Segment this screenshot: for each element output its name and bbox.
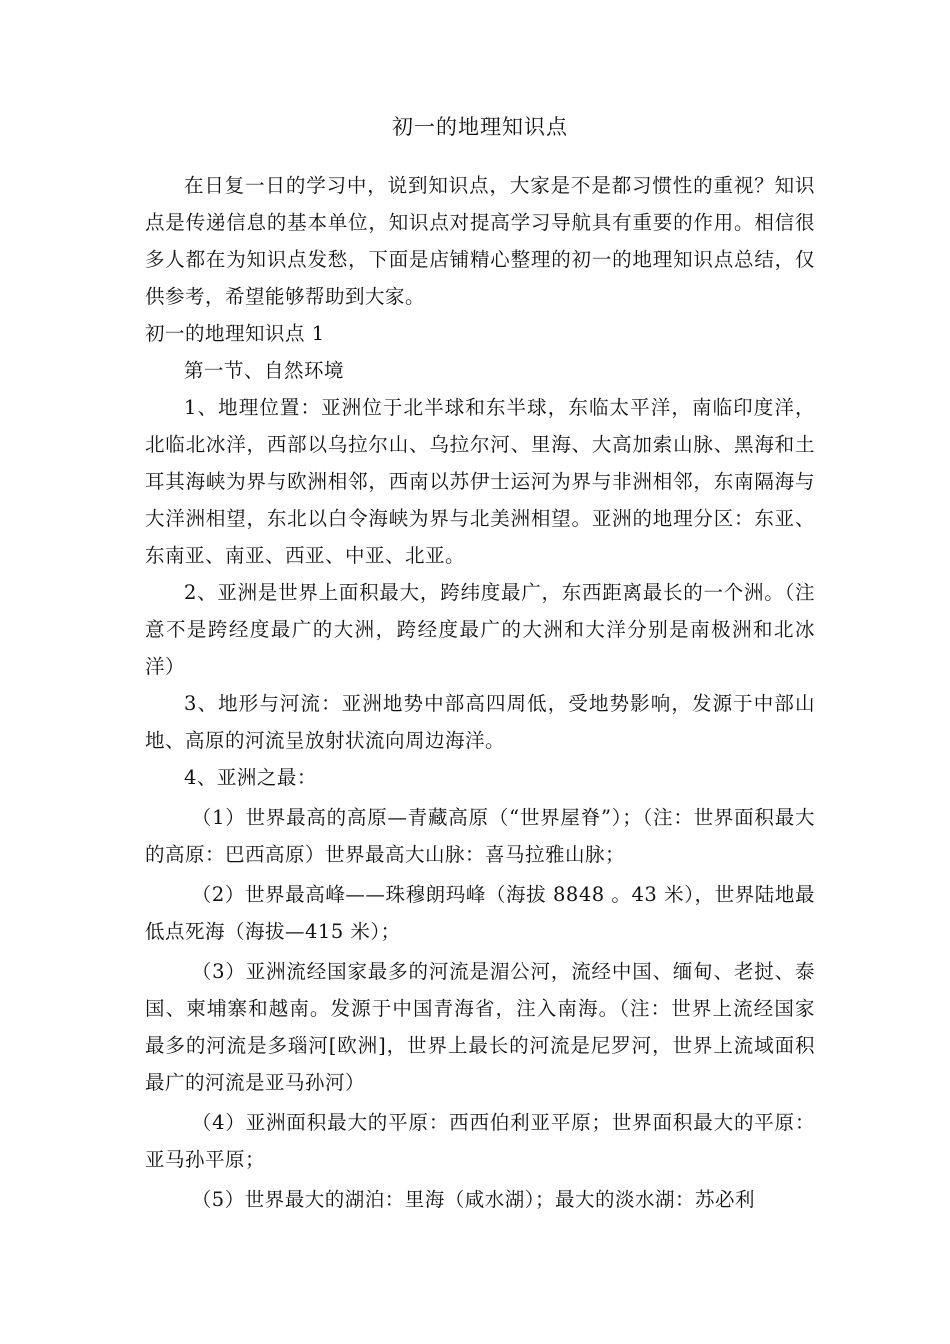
document-title: 初一的地理知识点: [392, 115, 568, 139]
item-geographic-location: 1、地理位置：亚洲位于北半球和东半球，东临太平洋，南临印度洋，北临北冰洋，西部以乌拉尔山、乌拉尔河、里海、大高加索山脉、黑海和土耳其海峡为界与欧洲相邻，西南以苏伊士运河为界与非洲相邻，东南隔海与大洋洲相望，东北以白令海峡为界与北美洲相望。亚洲的地理分区：东亚、东南亚、南亚、西亚、中亚、北亚。: [145, 396, 815, 567]
document-body: [145, 108, 815, 1218]
item-asia-records: 4、亚洲之最：: [184, 766, 317, 789]
item-area-largest: 2、亚洲是世界上面积最大，跨纬度最广，东西距离最长的一个洲。（注意不是跨经度最广的大洲，跨经度最广的大洲和大洋分别是南极洲和北冰洋）: [145, 581, 815, 678]
subsection-heading: 第一节、自然环境: [184, 359, 345, 382]
subitem-mekong-river: （3）亚洲流经国家最多的河流是湄公河，流经中国、缅甸、老挝、泰国、柬埔寨和越南。发源于中国青海省，注入南海。（注：世界上流经国家最多的河流是多瑙河[欧洲]，世界上最长的河流是尼罗河，世界上流域面积最广的河流是亚马孙河）: [145, 960, 815, 1094]
subitem-highest-plateau: （1）世界最高的高原—青藏高原（“世界屋脊”）；（注：世界面积最大的高原：巴西高原）世界最高大山脉：喜马拉雅山脉；: [145, 806, 815, 866]
subitem-largest-plain: （4）亚洲面积最大的平原：西西伯利亚平原；世界面积最大的平原：亚马孙平原；: [145, 1111, 815, 1171]
intro-paragraph: 在日复一日的学习中，说到知识点，大家是不是都习惯性的重视？知识点是传递信息的基本单位，知识点对提高学习导航具有重要的作用。相信很多人都在为知识点发愁，下面是店铺精心整理的初一的地理知识点总结，仅供参考，希望能够帮助到大家。: [145, 174, 815, 308]
subitem-largest-lake: （5）世界最大的湖泊：里海（咸水湖）；最大的淡水湖：苏必利: [191, 1188, 755, 1211]
item-terrain-rivers: 3、地形与河流：亚洲地势中部高四周低，受地势影响，发源于中部山地、高原的河流呈放射状流向周边海洋。: [145, 692, 815, 752]
section-heading: 初一的地理知识点 1: [145, 322, 325, 345]
subitem-highest-peak: （2）世界最高峰——珠穆朗玛峰（海拔 8848 。43 米），世界陆地最低点死海（海拔—415 米）；: [145, 883, 815, 943]
